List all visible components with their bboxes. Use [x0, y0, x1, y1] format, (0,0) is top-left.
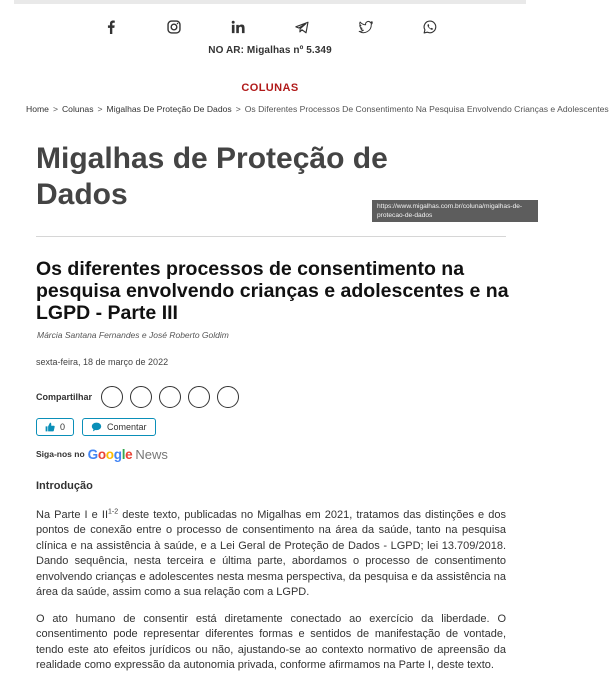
google-logo: Google: [87, 446, 133, 462]
google-news-label: News: [135, 446, 168, 462]
share-row: [36, 384, 239, 410]
share-button[interactable]: [130, 386, 152, 408]
comment-icon: [91, 422, 102, 432]
author-link[interactable]: José Roberto Goldim: [149, 330, 229, 340]
author-conjunction: e: [141, 330, 147, 340]
instagram-icon[interactable]: [163, 16, 185, 38]
google-news-follow[interactable]: [36, 445, 168, 463]
comment-label: Comentar: [107, 422, 147, 432]
linkedin-icon[interactable]: [227, 16, 249, 38]
share-button[interactable]: [217, 386, 239, 408]
top-bar: [0, 0, 540, 4]
follow-label: Siga-nos no: [36, 449, 85, 459]
twitter-icon[interactable]: [355, 16, 377, 38]
article-authors: [37, 330, 229, 340]
footnote-ref[interactable]: 1-2: [108, 508, 119, 516]
facebook-icon[interactable]: [100, 16, 122, 38]
link-url-tooltip: https://www.migalhas.com.br/coluna/migalhas-de-protecao-de-dados: [372, 200, 538, 222]
breadcrumb-column[interactable]: Migalhas De Proteção De Dados: [106, 104, 232, 114]
breadcrumb-current: Os Diferentes Processos De Consentimento Na Pesquisa Envolvendo Crianças e Adolescentes: [244, 104, 609, 114]
like-button[interactable]: [36, 418, 74, 436]
paragraph: O ato humano de consentir está diretamente conectado ao exercício da liberdade. O consentimento pode representar diferentes formas e sentidos de manifestação de vontade, tendo este ato efeitos jurídicos ou não, ajustando-se ao contexto normativo de apreensão da realidade como expressão da autonomia privada, conforme afirmamos na Parte I, deste texto.: [36, 613, 506, 672]
author-link[interactable]: Márcia Santana Fernandes: [37, 330, 140, 340]
share-label: Compartilhar: [36, 392, 93, 402]
social-links: [0, 16, 540, 38]
article-actions: [36, 418, 156, 436]
whatsapp-icon[interactable]: [419, 16, 441, 38]
thumbs-up-icon: [45, 422, 55, 432]
breadcrumb: [26, 104, 609, 118]
breadcrumb-home[interactable]: Home: [26, 104, 49, 114]
share-button[interactable]: [188, 386, 210, 408]
divider: [36, 236, 506, 237]
breadcrumb-colunas[interactable]: Colunas: [61, 104, 94, 114]
section-link-colunas[interactable]: COLUNAS: [241, 82, 299, 94]
breadcrumb-separator: >: [52, 104, 58, 114]
article-title: Os diferentes processos de consentimento na pesquisa envolvendo crianças e adolescentes e na LGPD - Parte III: [36, 258, 509, 324]
on-air-label: NO AR: Migalhas nº 5.349: [208, 45, 332, 56]
share-button[interactable]: [159, 386, 181, 408]
column-title-link[interactable]: Migalhas de Proteção de Dados: [36, 142, 388, 211]
article-date: sexta-feira, 18 de março de 2022: [36, 357, 169, 367]
comment-button[interactable]: [82, 418, 156, 436]
section-heading: Introdução: [36, 480, 93, 492]
breadcrumb-separator: >: [235, 104, 241, 114]
share-button[interactable]: [101, 386, 123, 408]
paragraph: Na Parte I e II$^{1-2}$ deste texto, publicadas no Migalhas em 2021, tratamos das distinções e dos pontos de conexão entre o processo de consentimento na área da saúde, tanto na pesquisa clínica e na assistência à saúde, e a Lei Geral de Proteção de Dados - LGPD; lei 13.709/2018. Dando sequência, nesta terceira e última parte, abordamos o processo de consentimento envolvendo crianças e adolescentes nesta mesma perspectiva, da pesquisa e da assistência na área da saúde, assim como a sua relação com a LGPD.: [36, 508, 506, 599]
breadcrumb-separator: >: [97, 104, 103, 114]
telegram-icon[interactable]: [291, 16, 313, 38]
like-count: 0: [60, 422, 66, 432]
